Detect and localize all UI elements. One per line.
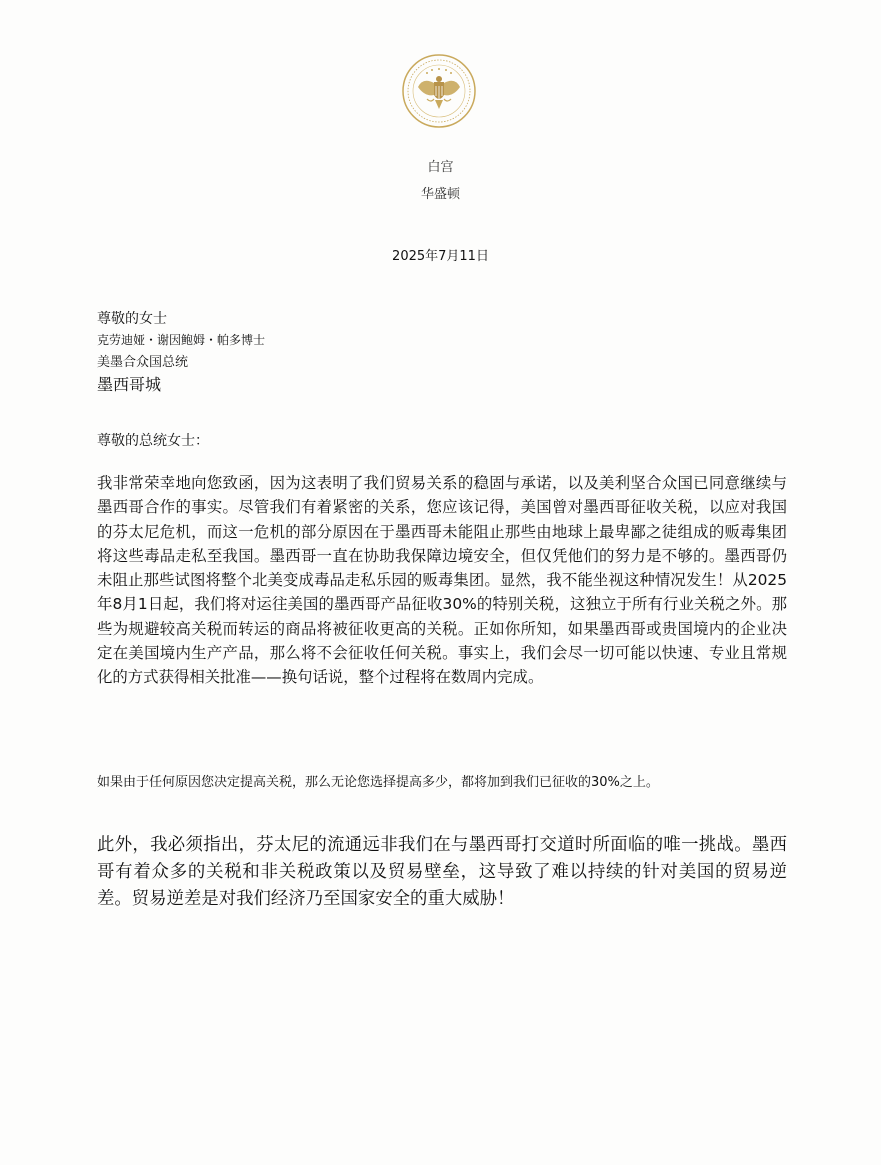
body-paragraph-3: 此外，我必须指出，芬太尼的流通远非我们在与墨西哥打交道时所面临的唯一挑战。墨西哥有着众多的关税和非关税政策以及贸易壁垒，这导致了难以持续的针对美国的贸易逆差。贸易逆差是对我们经济乃至国家安全的重大威胁！ [97, 835, 787, 909]
presidential-seal-icon [401, 53, 477, 129]
recipient-salutation-title: 尊敬的女士 [97, 311, 167, 327]
body-paragraph-2: 如果由于任何原因您决定提高关税，那么无论您选择提高多少，都将加到我们已征收的30%之上。 [97, 775, 659, 790]
letter-date: 2025年7月11日 [392, 249, 489, 264]
body-paragraph-1: 我非常荣幸地向您致函，因为这表明了我们贸易关系的稳固与承诺，以及美利坚合众国已同意继续与墨西哥合作的事实。尽管我们有着紧密的关系，您应该记得，美国曾对墨西哥征收关税，以应对我国的芬太尼危机，而这一危机的部分原因在于墨西哥未能阻止那些由地球上最卑鄙之徒组成的贩毒集团将这些毒品走私至我国。墨西哥一直在协助我保障边境安全，但仅凭他们的努力是不够的。墨西哥仍未阻止那些试图将整个北美变成毒品走私乐园的贩毒集团。显然，我不能坐视这种情况发生！从2025年8月1日起，我们将对运往美国的墨西哥产品征收30%的特别关税，这独立于所有行业关税之外。那些为规避较高关税而转运的商品将被征收更高的关税。正如你所知，如果墨西哥或贵国境内的企业决定在美国境内生产产品，那么将不会征收任何关税。事实上，我们会尽一切可能以快速、专业且常规化的方式获得相关批准——换句话说，整个过程将在数周内完成。 [97, 474, 787, 687]
recipient-position: 美墨合众国总统 [97, 355, 189, 370]
greeting: 尊敬的总统女士： [97, 433, 209, 449]
recipient-name: 克劳迪娅・谢因鲍姆・帕多博士 [97, 333, 266, 347]
letterhead-line2: 华盛顿 [420, 187, 460, 202]
recipient-city: 墨西哥城 [97, 375, 162, 394]
letterhead-line1: 白宫 [427, 160, 454, 175]
